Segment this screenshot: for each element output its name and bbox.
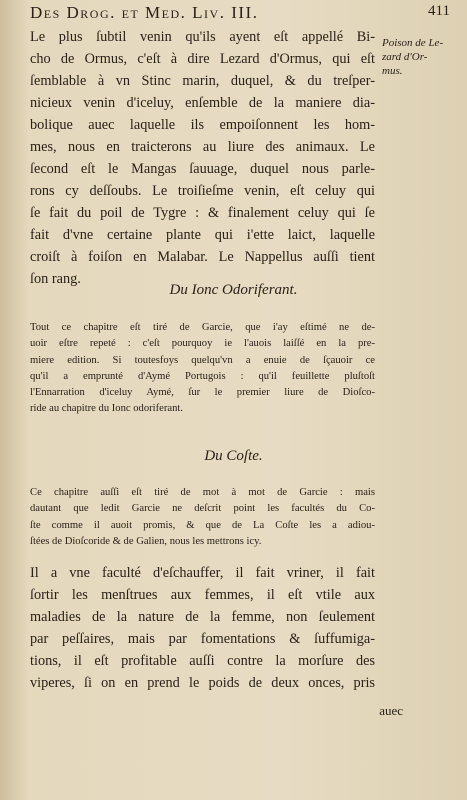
section-heading-ionc: Du Ionc Odoriferant. [169, 282, 298, 298]
paragraph-ionc [30, 320, 375, 418]
margin-note [382, 36, 462, 78]
text-line: croiſt à foiſon en Malabar. Le Nappellus auſſi tient [30, 249, 375, 265]
text-line: cho de Ormus, c'eſt à dire Lezard d'Ormus, qui eſt [30, 51, 375, 67]
margin-note-line: mus. [382, 65, 403, 77]
running-title: Des Drog. et Med. Liv. III. [30, 3, 259, 22]
text-line: l'Ennarration d'iceluy Aymé, ſur le premier liure de Dioſco- [30, 387, 375, 399]
text-line: ſortir les menſtrues aux femmes, il eſt vtile aux [30, 587, 375, 603]
text-line: Le plus ſubtil venin qu'ils ayent eſt appellé Bi- [30, 29, 375, 45]
text-line: bolique auec laquelle ils empoiſonnent les hom- [30, 117, 375, 133]
catchword: auec [379, 703, 403, 718]
text-line: ſecond eſt le Mangas ſauuage, duquel nous parle- [30, 161, 375, 177]
text-line: Il a vne faculté d'eſchauffer, il fait vriner, il fait [30, 565, 375, 581]
paragraph-coste-intro [30, 485, 375, 550]
margin-note-line: zard d'Or- [382, 51, 428, 63]
text-line: mes, nous en traicterons au liure des animaux. Le [30, 139, 375, 155]
text-line: ſe fait du poil de Tygre : & finalement celuy qui ſe [30, 205, 375, 221]
text-line: uoir eſtre repeté : c'eſt pourquoy ie l'auois laiſſé en la pre- [30, 338, 375, 350]
text-line: maladies de la nature de la femme, non ſeulement [30, 609, 375, 625]
text-line: tions, il eſt profitable auſſi contre la morſure des [30, 653, 375, 669]
margin-note-line: Poison de Le- [382, 37, 444, 49]
text-line: miere edition. Si toutesfoys quelqu'vn a enuie de ſçauoir ce [30, 354, 375, 366]
paragraph-poisons [30, 26, 375, 290]
text-line: rons cy deſſoubs. Le troiſieſme venin, eſt celuy qui [30, 183, 375, 199]
text-line: ſon rang. [30, 271, 81, 287]
text-line: ſtées de Dioſcoride & de Galien, nous les mettrons icy. [30, 535, 262, 547]
text-line: viperes, ſi on en prend le poids de deux onces, pris [30, 675, 375, 691]
text-line: nicieux venin d'iceluy, enſemble de la maniere dia- [30, 95, 375, 111]
text-line: Tout ce chapitre eſt tiré de Garcie, que i'ay eſtimé ne de- [30, 322, 375, 333]
text-line: ſte comme il auoit promis, & que de La Coſte les a adiou- [30, 519, 375, 531]
text-line: par peſſaires, mais par fomentations & ſuffumiga- [30, 631, 375, 647]
text-line: dautant que ledit Garcie ne deſcrit point les facultés du Co- [30, 503, 375, 515]
text-line: ride au chapitre du Ionc odoriferant. [30, 403, 183, 415]
text-line: qu'il a emprunté d'Aymé Portugois : qu'il feuillette pluſtoſt [30, 370, 375, 382]
text-line: Ce chapitre auſſi eſt tiré de mot à mot de Garcie : mais [30, 487, 375, 498]
text-line: ſemblable à vn Stinc marin, duquel, & du treſper- [30, 73, 375, 89]
paragraph-coste-faculties [30, 562, 375, 694]
section-heading-coste: Du Coſte. [204, 448, 263, 464]
running-head [30, 3, 450, 25]
text-line: fait d'vne certaine plante qui i'ette laict, laquelle [30, 227, 375, 243]
page-number: 411 [428, 3, 450, 19]
